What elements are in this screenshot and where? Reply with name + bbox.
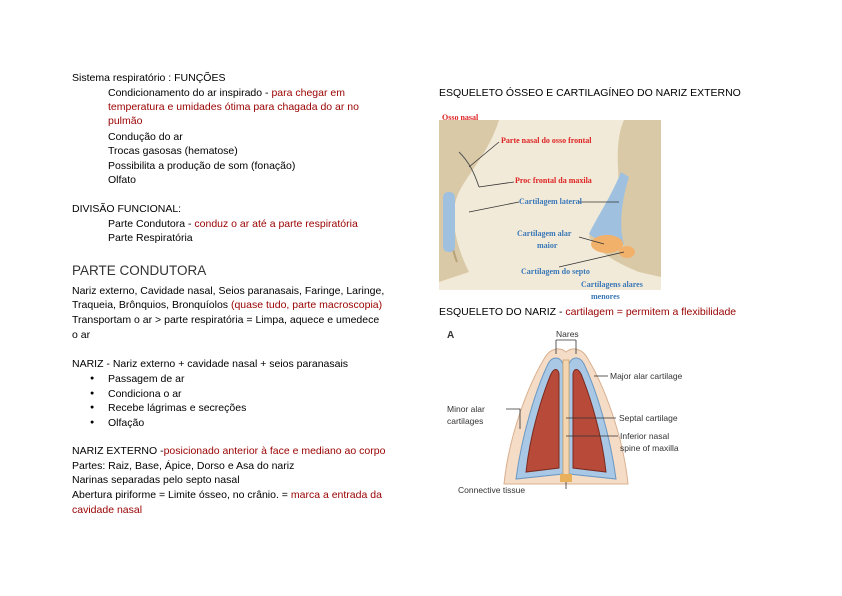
division-item: Parte Condutora - conduz o ar até a parte respiratória xyxy=(108,218,358,230)
externo-line: Abertura piriforme = Limite ósseo, no crânio. = marca a entrada da xyxy=(72,489,382,501)
section-heading: PARTE CONDUTORA xyxy=(72,263,207,278)
label-nares: Nares xyxy=(556,329,579,339)
nariz-bullets xyxy=(90,372,246,430)
label-cart-menores-2: menores xyxy=(591,292,620,301)
alar-cartilage-shape xyxy=(591,235,623,253)
function-item: pulmão xyxy=(108,115,143,127)
function-item: Trocas gasosas (hematose) xyxy=(108,145,238,157)
label-cart-menores: Cartilagens alares xyxy=(581,280,643,289)
externo-line: NARIZ EXTERNO -posicionado anterior à face e mediano ao corpo xyxy=(72,445,386,457)
conduct-line: Transportam o ar > parte respiratória = Limpa, aquece e umedece xyxy=(72,314,380,326)
label-septal: Septal cartilage xyxy=(619,413,678,423)
label-cart-septo: Cartilagem do septo xyxy=(521,267,590,276)
function-item: Olfato xyxy=(108,174,137,186)
nasal-spine-shape xyxy=(560,474,572,482)
functions-title: Sistema respiratório : FUNÇÕES xyxy=(72,72,226,84)
function-item: Condução do ar xyxy=(108,131,183,143)
septal-cartilage-shape xyxy=(563,360,569,480)
externo-line: cavidade nasal xyxy=(72,504,143,516)
conduct-line: Traqueia, Brônquios, Bronquíolos (quase tudo, parte macroscopia) xyxy=(72,299,383,311)
label-minor-alar-2: cartilages xyxy=(447,416,484,426)
externo-line: Partes: Raiz, Base, Ápice, Dorso e Asa do nariz xyxy=(72,460,295,472)
nasal-cartilage-figure xyxy=(444,324,714,500)
bullet-item: ● Passagem de ar xyxy=(90,372,246,387)
label-cart-alar-maior: Cartilagem alar xyxy=(517,229,572,238)
nariz-title: NARIZ - Nariz externo + cavidade nasal + seios paranasais xyxy=(72,358,349,370)
bullet-item: ● Olfação xyxy=(90,416,246,431)
figure2-title: ESQUELETO DO NARIZ - cartilagem = permitem a flexibilidade xyxy=(439,306,737,318)
function-item: temperatura e umidades ótima para chagada do ar no xyxy=(108,101,359,113)
label-nasal-spine-2: spine of maxilla xyxy=(620,443,679,453)
function-item: Possibilita a produção de som (fonação) xyxy=(108,160,296,172)
label-minor-alar: Minor alar xyxy=(447,404,485,414)
bullet-item: ● Condiciona o ar xyxy=(90,387,246,402)
label-osso-nasal: Osso nasal xyxy=(442,113,479,122)
division-item: Parte Respiratória xyxy=(108,232,193,244)
label-connective: Connective tissue xyxy=(458,485,526,495)
label-cart-alar-maior-2: maior xyxy=(537,241,558,250)
function-item: Condicionamento do ar inspirado - para chegar em xyxy=(108,87,345,99)
bullet-item: ● Recebe lágrimas e secreções xyxy=(90,401,246,416)
label-cart-lateral: Cartilagem lateral xyxy=(519,197,582,206)
figure1-title: ESQUELETO ÓSSEO E CARTILAGÍNEO DO NARIZ EXTERNO xyxy=(439,87,741,99)
nose-skeleton-figure xyxy=(439,112,661,302)
label-proc-frontal: Proc frontal da maxila xyxy=(515,176,592,185)
division-title: DIVISÃO FUNCIONAL: xyxy=(72,203,182,215)
left-cartilage-shape xyxy=(443,192,455,252)
conduct-line: Nariz externo, Cavidade nasal, Seios paranasais, Faringe, Laringe, xyxy=(72,285,385,297)
externo-line: Narinas separadas pelo septo nasal xyxy=(72,474,240,486)
label-parte-nasal: Parte nasal do osso frontal xyxy=(501,136,592,145)
conduct-line: o ar xyxy=(72,329,91,341)
label-nasal-spine: Inferior nasal xyxy=(620,431,670,441)
label-major-alar: Major alar cartilage xyxy=(610,371,683,381)
panel-label: A xyxy=(447,330,455,341)
